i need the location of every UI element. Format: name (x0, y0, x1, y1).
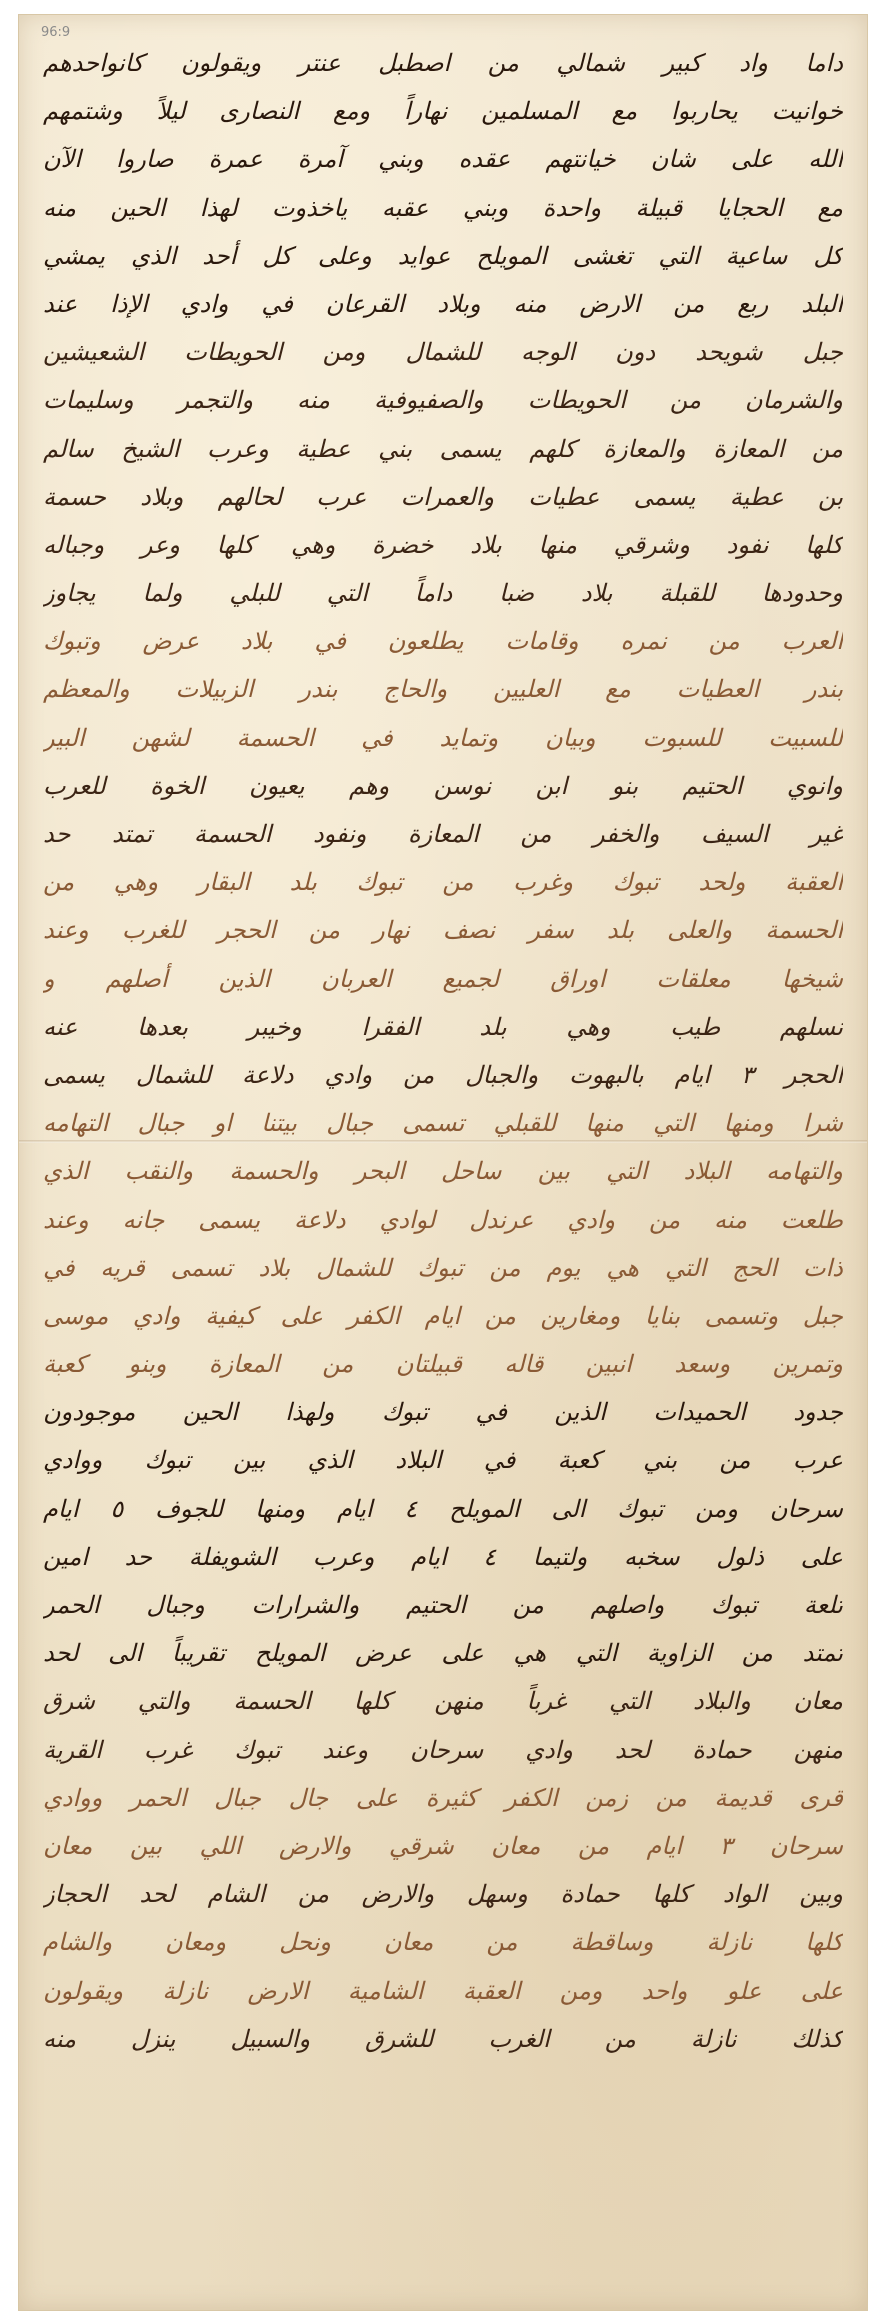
text-line: كلها نفود وشرقي منها بلاد خضرة وهي كلها وعر وجباله (43, 530, 843, 559)
text-line: والشرمان من الحويطات والصفيوفية منه والتجمر وسليمات (43, 386, 843, 415)
text-line: بن عطية يسمى عطيات والعمرات عرب لحالهم وبلاد حسمة (43, 482, 843, 511)
text-line: وانوي الحتيم بنو ابن نوسن وهم يعيون الخوة للعرب (43, 771, 843, 800)
text-line: سرحان ٣ ايام من معان شرقي والارض اللي بين معان (43, 1831, 843, 1860)
text-line: والتهامه البلاد التي بين ساحل البحر والحسمة والنقب الذي (43, 1157, 843, 1186)
text-line: شيخها معلقات اوراق لجميع العربان الذين أصلهم و (43, 964, 843, 993)
text-line: طلعت منه من وادي عرندل لوادي دلاعة يسمى جانه وعند (43, 1205, 843, 1234)
handwritten-text-body (43, 39, 843, 2298)
text-line: ذات الحج التي هي يوم من تبوك للشمال بلاد تسمى قريه في (43, 1253, 843, 1282)
text-line: الحجر ٣ ايام بالبهوت والجبال من وادي دلاعة للشمال يسمى (43, 1060, 843, 1089)
text-line: جبل وتسمى بنايا ومغارين من ايام الكفر على كيفية وادي موسى (43, 1301, 843, 1330)
text-line: تمتد من الزاوية التي هي على عرض المويلح تقريباً الى لحد (43, 1639, 843, 1668)
text-line: على علو واحد ومن العقبة الشامية الارض نازلة ويقولون (43, 1976, 843, 2005)
text-line: مع الحجايا قبيلة واحدة وبني عقبه ياخذوت لهذا الحين منه (43, 193, 843, 222)
text-line: نسلهم طيب وهي بلد الفقرا وخيبر بعدها عنه (43, 1012, 843, 1041)
text-line: عرب من بني كعبة في البلاد الذي بين تبوك ووادي (43, 1446, 843, 1475)
text-line: العقبة ولحد تبوك وغرب من تبوك بلد البقار وهي من (43, 868, 843, 897)
text-line: غير السيف والخفر من المعازة ونفود الحسمة تمتد حد (43, 820, 843, 848)
text-line: وتمرين وسعد انبين قاله قبيلتان من المعازة وبنو كعبة (43, 1350, 843, 1379)
text-line: شرا ومنها التي منها للقبلي تسمى جبال بيتنا او جبال التهامه (43, 1109, 843, 1138)
text-line: سرحان ومن تبوك الى المويلح ٤ ايام ومنها للجوف ٥ ايام (43, 1494, 843, 1523)
text-line: للسبيت للسبوت وبيان وتمايد في الحسمة لشهن البير (43, 723, 843, 752)
text-line: معان والبلاد التي غرباً منهن كلها الحسمة والتي شرق (43, 1687, 843, 1716)
text-line: منهن حمادة لحد وادي سرحان وعند تبوك غرب القرية (43, 1735, 843, 1764)
text-line: كذلك نازلة من الغرب للشرق والسبيل ينزل منه (43, 2024, 843, 2053)
text-line: جبل شويحد دون الوجه للشمال ومن الحويطات الشعيشين (43, 338, 843, 367)
text-line: خوانيت يحاربوا مع المسلمين نهاراً ومع النصارى ليلاً وشتمهم (43, 97, 843, 126)
catalog-number: 96:9 (41, 25, 71, 40)
text-line: قرى قديمة من زمن الكفر كثيرة على جال جبال الحمر ووادي (43, 1783, 843, 1812)
text-line: كلها نازلة وساقطة من معان ونحل ومعان والشام (43, 1928, 843, 1957)
text-line: وبين الواد كلها حمادة وسهل والارض من الشام لحد الحجاز (43, 1880, 843, 1909)
text-line: تلعة تبوك واصلهم من الحتيم والشرارات وجبال الحمر (43, 1591, 843, 1619)
text-line: العرب من نمره وقامات يطلعون في بلاد عرض وتبوك (43, 627, 843, 656)
text-line: الله على شان خيانتهم عقده وبني آمرة عمرة صاروا الآن (43, 145, 843, 174)
text-line: من المعازة والمعازة كلهم يسمى بني عطية وعرب الشيخ سالم (43, 434, 843, 463)
text-line: وحدودها للقبلة بلاد ضبا داماً التي للبلي ولما يجاوز (43, 579, 843, 608)
text-line: جدود الحميدات الذين في تبوك ولهذا الحين موجودون (43, 1398, 843, 1427)
text-line: بندر العطيات مع العليين والحاج بندر الزبيلات والمعظم (43, 675, 843, 704)
text-line: على ذلول سخبه ولتيما ٤ ايام وعرب الشويفلة حد امين (43, 1542, 843, 1571)
text-line: كل ساعية التي تغشى المويلح عوايد وعلى كل أحد الذي يمشي (43, 241, 843, 270)
manuscript-page (18, 14, 868, 2311)
text-line: الحسمة والعلى بلد سفر نصف نهار من الحجر للغرب وعند (43, 916, 843, 945)
text-line: داما واد كبير شمالي من اصطبل عنتر ويقولون كانواحدهم (43, 49, 843, 77)
text-line: البلد ربع من الارض منه وبلاد القرعان في وادي الإذا عند (43, 289, 843, 318)
